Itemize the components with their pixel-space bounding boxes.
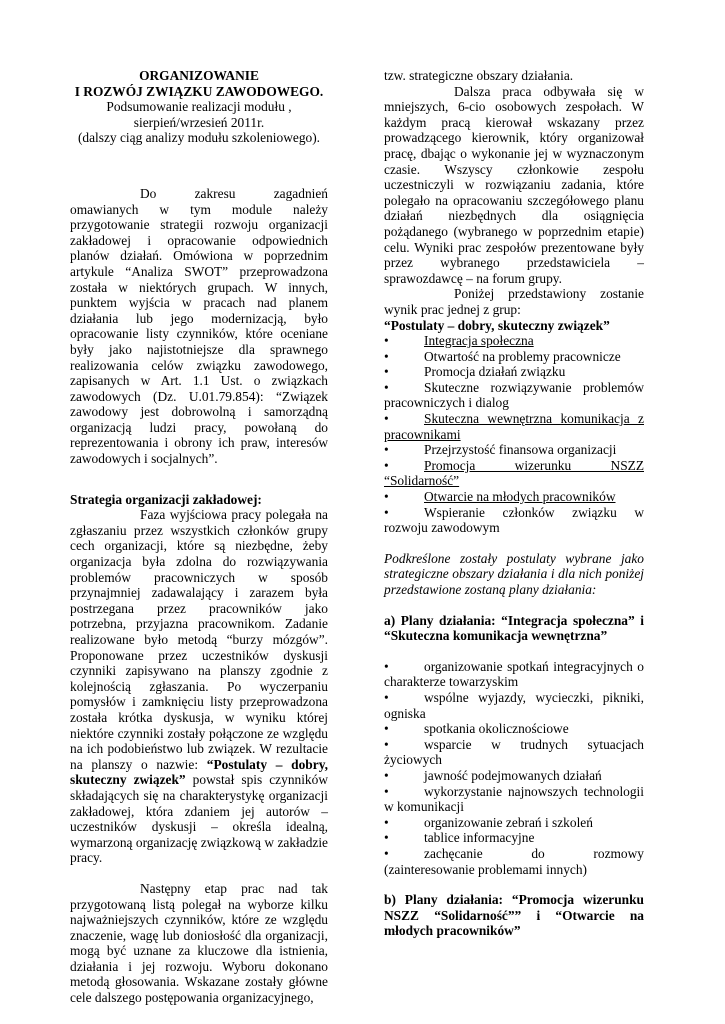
list-item: • Otwarcie na młodych pracowników [384,489,616,505]
bullet-icon: • [384,658,389,674]
bullet-icon: • [384,364,389,380]
list-item: • Integracja społeczna [384,333,534,349]
list-item: • Skuteczne rozwiązywanie problemów pracowniczych i dialog [384,379,644,411]
bullet-icon: • [384,830,389,846]
list-item: • Przejrzystość finansowa organizacji [384,442,617,458]
results-intro: Poniżej przedstawiony zostanie wynik prac jednej z grup: [384,286,644,317]
list-item: • tablice informacyjne [384,830,535,846]
method-text-1: Faza wyjściowa pracy polegała na zgłaszaniu przez wszystkich członków grupy cech organizacji, które są niezbędne, żeby organizacja była zdolna do rozwiązywania problemów pracowniczych w sposób przynajmniej zadawalający i zarazem była postrzegana przez pracowników jako potrzebna, przyjazna pracownikom. Zadanie realizowane było metodą “burzy mózgów”. Proponowane przez uczestników dyskusji czynniki zapisywano na planszy zgodnie z kolejnością zgłaszania. Po wyczerpaniu pomysłów i zamknięciu listy przeprowadzona została krótka dyskusja, w wyniku której niektóre czynniki zostały połączone ze względu na ich podobieństwo lub związek. W rezultacie na planszy o nazwie: [70,507,328,772]
intro-paragraph: Do zakresu zagadnień omawianych w tym module należy przygotowanie strategii rozwoju organizacji zakładowej i opracowanie odpowiednich planów działań. Omówiona w poprzednim artykule “Analiza SWOT” przeprowadzona została w niektórych grupach. W innych, punktem wyjścia w pracach nad planem działania lub jego modernizacją, było opracowanie listy czynników, które oceniane były jako najistotniejsze dla sprawnego realizowania celów związku zawodowego, zapisanych w Art. 1.1 Ust. o związkach zawodowych (Dz. U.01.79.854): “Związek zawodowy jest dobrowolną i samorządną organizacją ludzi pracy, powołaną do reprezentowania i obrony ich praw, interesów zawodowych i socjalnych”. [70,185,328,467]
list-item: • organizowanie zebrań i szkoleń [384,814,593,830]
bullet-icon: • [384,411,389,427]
left-column [70,68,328,1006]
bullet-icon: • [384,736,389,752]
list-item: • wspólne wyjazdy, wycieczki, pikniki, ogniska [384,689,644,721]
bullet-icon: • [384,442,389,458]
bullet-icon: • [384,814,389,830]
list-item: • zachęcanie do rozmowy (zainteresowanie problemami innych) [384,845,644,877]
bullet-icon: • [384,845,389,861]
title-line-1: ORGANIZOWANIE [139,68,259,83]
bullet-icon: • [384,504,389,520]
subtitle-line-3: (dalszy ciąg analizy modułu szkoleniowego). [77,130,321,146]
selection-note: Podkreślone zostały postulaty wybrane jako strategiczne obszary działania i dla nich poniżej przedstawione zostaną plany działania: [384,550,644,597]
continuation-line: tzw. strategiczne obszary działania. [384,68,574,83]
list-item: • Promocja wizerunku NSZZ “Solidarność” [384,457,644,489]
list-item: • wsparcie w trudnych sytuacjach życiowych [384,736,644,768]
bullet-icon: • [384,721,389,737]
list-item: • Otwartość na problemy pracownicze [384,348,621,364]
bullet-icon: • [384,379,389,395]
plan-a-heading: a) Plany działania: “Integracja społeczna” i “Skuteczna komunikacja wewnętrzna” [384,612,644,644]
list-item: • Skuteczna wewnętrzna komunikacja z pracownikami [384,411,644,442]
subtitle-line-2: sierpień/wrzesień 2011r. [133,114,265,130]
postulates-board-name: “Postulaty – dobry, skuteczny związek” [70,756,328,788]
method-paragraph [70,507,328,866]
bullet-icon: • [384,348,389,364]
list-item: • wykorzystanie najnowszych technologii w komunikacji [384,783,644,815]
teams-paragraph: Dalsza praca odbywała się w mniejszych, 6-cio osobowych zespołach. W każdym pracą kierował wskazany przez prowadzącego kierownik, który organizował pracę, dbając o wykonanie jej w wyznaczonym czasie. Wszyscy członkowie zespołu uczestniczyli w rozwiązaniu zadania, które polegało na opracowaniu szczegółowego planu działań niezbędnych dla osiągnięcia pożądanego (wybranego w poprzednim etapie) celu. Wyniki prac zespołów prezentowane były przez wybranego przedstawiciela – sprawozdawcę – na forum grupy. [384,83,644,286]
list-item: • jawność podejmowanych działań [384,767,602,783]
plan-a-list [384,659,644,877]
subtitle-line-1: Podsumowanie realizacji modułu , [106,99,292,115]
bullet-icon: • [384,689,389,705]
selection-paragraph: Następny etap prac nad tak przygotowaną listą polegał na wyborze kilku najważniejszych czynników, które ze względu znaczenie, wagę lub doniosłość dla organizacji, mogą być uznane za kluczowe dla istnienia, działania i jej rozwoju. Wyboru dokonano metodą głosowania. Wskazane zostały główne cele dalszego postępowania organizacyjnego, [70,880,328,1006]
postulates-list [384,333,644,536]
plan-b-heading: b) Plany działania: “Promocja wizerunku NSZZ “Solidarność”” i “Otwarcie na młodych pracowników” [384,892,644,939]
right-column [384,68,644,939]
method-text-2: powstał spis czynników składających się na charakterystykę organizacji zakładowej, która zdaniem jej autorów – uczestników dyskusji – określa idealną, wymarzoną organizację związkową w zakładzie pracy. [70,772,328,866]
list-item: • organizowanie spotkań integracyjnych o charakterze towarzyskim [384,658,644,690]
bullet-icon: • [384,457,389,473]
list-item: • Promocja działań związku [384,364,566,380]
title-line-2: I ROZWÓJ ZWIĄZKU ZAWODOWEGO. [74,83,324,99]
bullet-icon: • [384,783,389,799]
list-item: • Wspieranie członków związku w rozwoju zawodowym [384,504,644,536]
bullet-icon: • [384,489,389,505]
postulates-list-heading: “Postulaty – dobry, skuteczny związek” [384,317,610,333]
bullet-icon: • [384,333,389,349]
bullet-icon: • [384,767,389,783]
list-item: • spotkania okolicznościowe [384,721,569,737]
strategy-heading: Strategia organizacji zakładowej: [70,491,262,507]
